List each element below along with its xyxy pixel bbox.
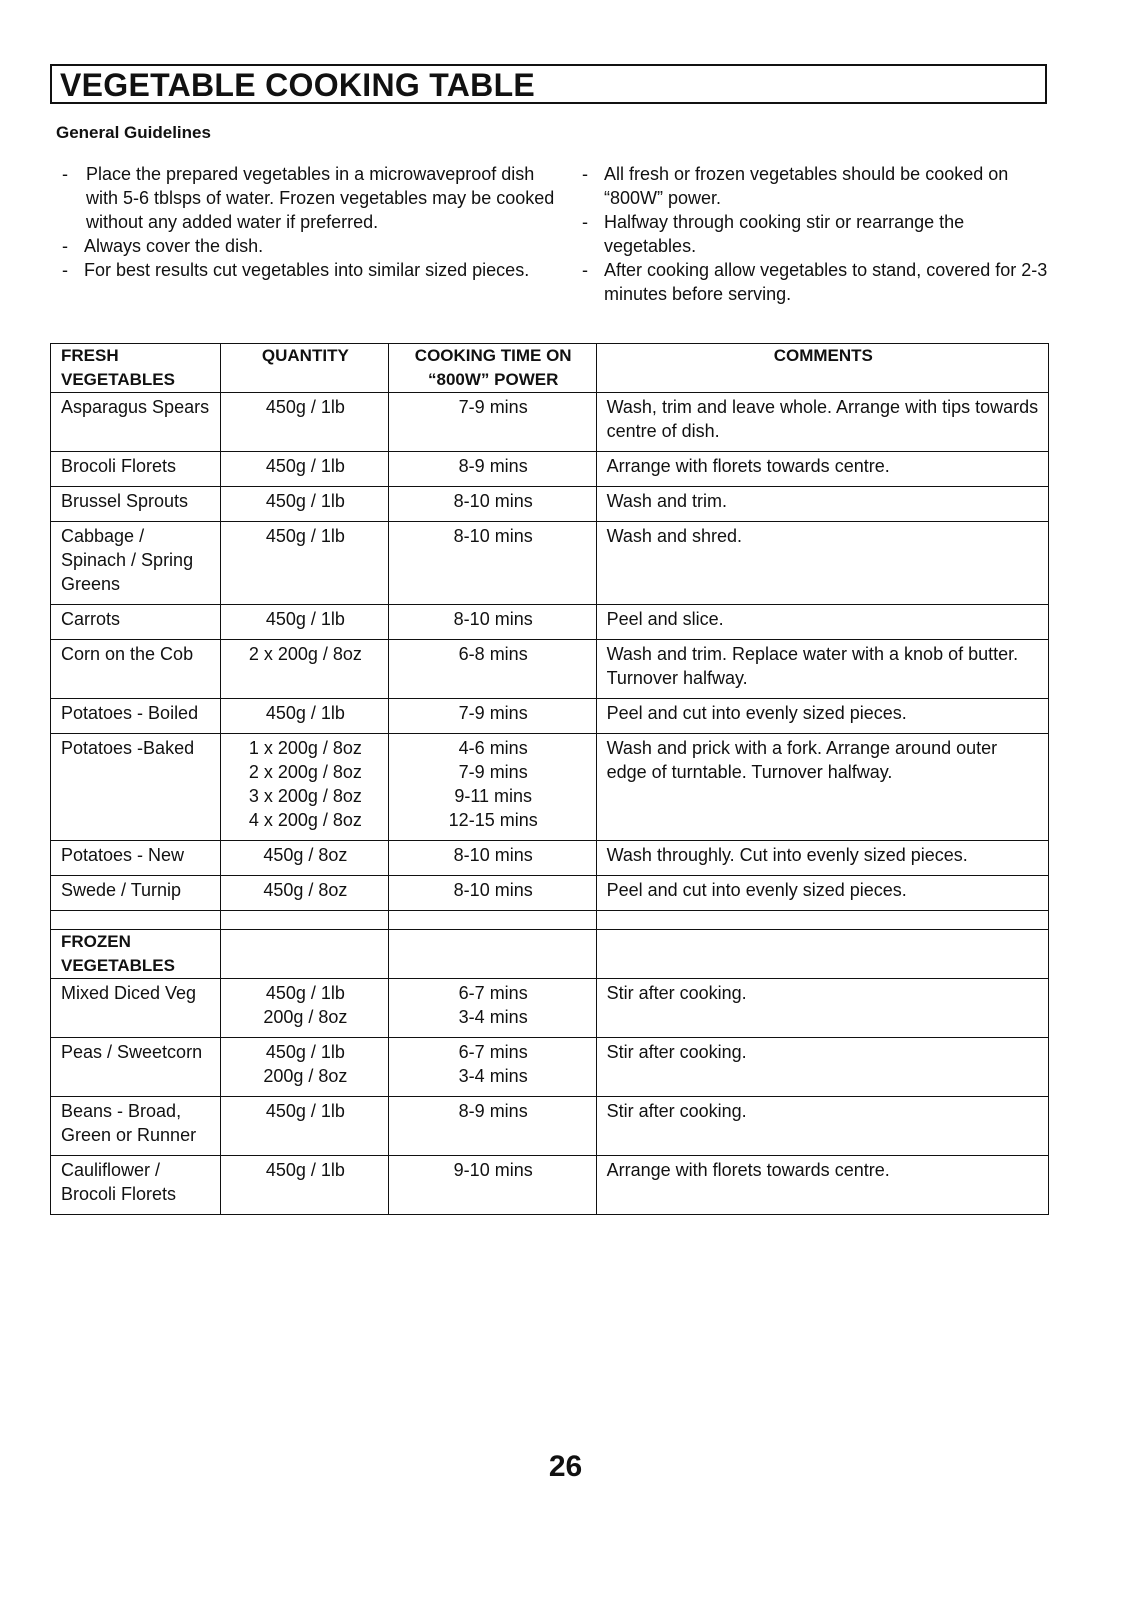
table-row [51,452,1049,487]
vegetable-cell: Brocoli Florets [51,452,221,487]
comment-cell: Wash and trim. Replace water with a knob of butter. Turnover halfway. [596,640,1048,699]
header-vegetables: FRESH VEGETABLES [51,344,221,393]
page-number: 26 [548,1450,583,1483]
comment-cell: Peel and cut into evenly sized pieces. [596,699,1048,734]
vegetable-cell: Brussel Sprouts [51,487,221,522]
header-cooking-time: COOKING TIME ON “800W” POWER [388,344,596,393]
quantity-cell: 2 x 200g / 8oz [220,640,388,699]
frozen-section-row [51,930,1049,979]
blank-cell [51,911,221,930]
cooking-time-cell: 7-9 mins [388,699,596,734]
table-row [51,979,1049,1038]
vegetable-cell: Mixed Diced Veg [51,979,221,1038]
table-row [51,522,1049,605]
guideline-text: Always cover the dish. [84,236,264,256]
guideline-item: - Always cover the dish. [62,236,264,256]
guidelines-left-column [62,162,562,282]
cooking-time-cell: 9-10 mins [388,1156,596,1215]
vegetable-cell: Corn on the Cob [51,640,221,699]
cooking-time-cell: 7-9 mins [388,393,596,452]
quantity-cell: 450g / 8oz [220,841,388,876]
comment-cell: Wash and shred. [596,522,1048,605]
comment-cell: Wash and trim. [596,487,1048,522]
comment-cell: Peel and slice. [596,605,1048,640]
guideline-item: - Place the prepared vegetables in a microwaveproof dish with 5-6 tblsps of water. Frozen vegetables may be cooked without any added water if preferred. [62,164,555,232]
table-row [51,1097,1049,1156]
blank-row [51,911,1049,930]
quantity-cell: 450g / 1lb 200g / 8oz [220,979,388,1038]
guidelines-heading: General Guidelines [56,123,211,142]
guideline-item: - After cooking allow vegetables to stand, covered for 2-3 minutes before serving. [582,260,1048,304]
cooking-time-cell: 6-8 mins [388,640,596,699]
blank-cell [596,911,1048,930]
header-quantity: QUANTITY [220,344,388,393]
cooking-time-cell: 8-9 mins [388,1097,596,1156]
table-row [51,1156,1049,1215]
quantity-cell: 450g / 1lb [220,452,388,487]
guideline-item: - Halfway through cooking stir or rearrange the vegetables. [582,212,965,256]
quantity-cell: 450g / 8oz [220,876,388,911]
cooking-time-cell: 8-10 mins [388,522,596,605]
cooking-time-cell: 4-6 mins 7-9 mins 9-11 mins 12-15 mins [388,734,596,841]
table-header-row [51,344,1049,393]
guideline-text: After cooking allow vegetables to stand, covered for 2-3 minutes before serving. [604,260,1048,304]
guideline-text: Halfway through cooking stir or rearrange the vegetables. [604,212,965,256]
blank-cell [596,930,1048,979]
guideline-text: For best results cut vegetables into similar sized pieces. [84,260,530,280]
guideline-item: - All fresh or frozen vegetables should be cooked on “800W” power. [582,164,1009,208]
guidelines-right-column [582,162,1052,306]
blank-cell [220,930,388,979]
page-title: VEGETABLE COOKING TABLE [60,67,536,103]
cooking-time-cell: 8-9 mins [388,452,596,487]
blank-cell [388,911,596,930]
cooking-time-cell: 8-10 mins [388,876,596,911]
blank-cell [220,911,388,930]
table-row [51,876,1049,911]
header-comments: COMMENTS [596,344,1048,393]
comment-cell: Stir after cooking. [596,979,1048,1038]
quantity-cell: 450g / 1lb [220,522,388,605]
cooking-time-cell: 8-10 mins [388,487,596,522]
vegetable-cell: Potatoes - New [51,841,221,876]
vegetable-cell: Beans - Broad, Green or Runner [51,1097,221,1156]
comment-cell: Arrange with florets towards centre. [596,452,1048,487]
table-row [51,734,1049,841]
table-row [51,841,1049,876]
vegetable-cell: Cabbage / Spinach / Spring Greens [51,522,221,605]
cooking-time-cell: 8-10 mins [388,841,596,876]
quantity-cell: 450g / 1lb [220,487,388,522]
comment-cell: Wash, trim and leave whole. Arrange with tips towards centre of dish. [596,393,1048,452]
quantity-cell: 450g / 1lb [220,699,388,734]
comment-cell: Peel and cut into evenly sized pieces. [596,876,1048,911]
comment-cell: Wash throughly. Cut into evenly sized pieces. [596,841,1048,876]
comment-cell: Stir after cooking. [596,1038,1048,1097]
quantity-cell: 450g / 1lb [220,605,388,640]
quantity-cell: 450g / 1lb 200g / 8oz [220,1038,388,1097]
table-row [51,393,1049,452]
vegetable-cell: Potatoes - Boiled [51,699,221,734]
quantity-cell: 450g / 1lb [220,393,388,452]
comment-cell: Stir after cooking. [596,1097,1048,1156]
table-row [51,487,1049,522]
guideline-text: All fresh or frozen vegetables should be cooked on “800W” power. [604,164,1009,208]
quantity-cell: 450g / 1lb [220,1156,388,1215]
vegetable-cell: Asparagus Spears [51,393,221,452]
frozen-vegetables-body [51,979,1049,1215]
comment-cell: Wash and prick with a fork. Arrange around outer edge of turntable. Turnover halfway. [596,734,1048,841]
vegetable-cell: Potatoes -Baked [51,734,221,841]
vegetable-cell: Carrots [51,605,221,640]
table-row [51,640,1049,699]
cooking-time-cell: 6-7 mins 3-4 mins [388,1038,596,1097]
title-box [50,64,1047,104]
table-row [51,699,1049,734]
cooking-table [50,343,1049,1215]
comment-cell: Arrange with florets towards centre. [596,1156,1048,1215]
frozen-section-label: FROZEN VEGETABLES [51,930,221,979]
fresh-vegetables-body [51,393,1049,911]
vegetable-cell: Cauliflower / Brocoli Florets [51,1156,221,1215]
guideline-item: - For best results cut vegetables into similar sized pieces. [62,260,530,280]
table-row [51,605,1049,640]
cooking-time-cell: 6-7 mins 3-4 mins [388,979,596,1038]
guideline-text: Place the prepared vegetables in a microwaveproof dish with 5-6 tblsps of water. Frozen vegetables may be cooked without any added water if preferred. [86,164,555,232]
spacer-body [51,911,1049,979]
vegetable-cell: Peas / Sweetcorn [51,1038,221,1097]
cooking-time-cell: 8-10 mins [388,605,596,640]
blank-cell [388,930,596,979]
table-row [51,1038,1049,1097]
vegetable-cell: Swede / Turnip [51,876,221,911]
quantity-cell: 450g / 1lb [220,1097,388,1156]
quantity-cell: 1 x 200g / 8oz 2 x 200g / 8oz 3 x 200g / 8oz 4 x 200g / 8oz [220,734,388,841]
